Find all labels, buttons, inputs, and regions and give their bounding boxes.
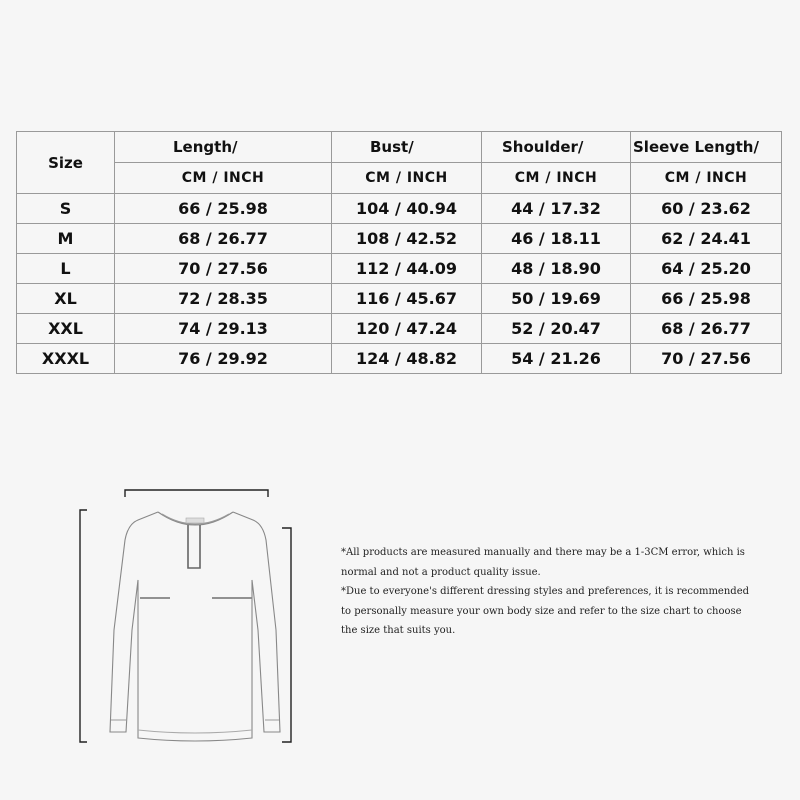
size-cell: S [17, 194, 115, 224]
shirt-outline [110, 512, 280, 741]
size-cell: M [17, 224, 115, 254]
size-cell: XXL [17, 314, 115, 344]
shoulder-cell: 54 / 21.26 [482, 344, 631, 374]
note-line: *All products are measured manually and there may be a 1-3CM error, which is [341, 547, 745, 558]
bust-cell: 104 / 40.94 [332, 194, 482, 224]
length-cell: 70 / 27.56 [115, 254, 332, 284]
length-cell: 72 / 28.35 [115, 284, 332, 314]
note-line: the size that suits you. [341, 625, 456, 636]
sleeve-cell: 66 / 25.98 [631, 284, 782, 314]
size-cell: XL [17, 284, 115, 314]
bust-cell: 112 / 44.09 [332, 254, 482, 284]
header-length: Length/ [115, 132, 332, 163]
sleeve-cell: 70 / 27.56 [631, 344, 782, 374]
table-row [17, 224, 782, 254]
table-row [17, 344, 782, 374]
bust-cell: 108 / 42.52 [332, 224, 482, 254]
sleeve-cell: 68 / 26.77 [631, 314, 782, 344]
bust-cell: 120 / 47.24 [332, 314, 482, 344]
unit-label: CM / INCH [482, 163, 631, 194]
shoulder-cell: 48 / 18.90 [482, 254, 631, 284]
header-shoulder: Shoulder/ [482, 132, 631, 163]
placket [188, 525, 200, 568]
unit-label: CM / INCH [115, 163, 332, 194]
unit-label: CM / INCH [631, 163, 782, 194]
long-sleeve-henley-shirt-icon [70, 480, 310, 750]
table-row [17, 194, 782, 224]
length-cell: 76 / 29.92 [115, 344, 332, 374]
size-cell: XXXL [17, 344, 115, 374]
unit-label: CM / INCH [332, 163, 482, 194]
shoulder-cell: 50 / 19.69 [482, 284, 631, 314]
size-cell: L [17, 254, 115, 284]
header-bust: Bust/ [332, 132, 482, 163]
size-chart-table [16, 131, 782, 374]
length-cell: 66 / 25.98 [115, 194, 332, 224]
note-line: *Due to everyone's different dressing styles and preferences, it is recommended [341, 586, 750, 597]
length-cell: 74 / 29.13 [115, 314, 332, 344]
header-size: Size [17, 132, 115, 194]
table-row [17, 314, 782, 344]
hem-line [138, 730, 252, 733]
table-header-row [17, 132, 782, 163]
sleeve-cell: 60 / 23.62 [631, 194, 782, 224]
bust-cell: 124 / 48.82 [332, 344, 482, 374]
note-line: normal and not a product quality issue. [341, 566, 541, 578]
size-notes [341, 543, 761, 641]
table-row [17, 254, 782, 284]
shoulder-cell: 52 / 20.47 [482, 314, 631, 344]
length-cell: 68 / 26.77 [115, 224, 332, 254]
neck-label [186, 518, 204, 523]
sleeve-cell: 62 / 24.41 [631, 224, 782, 254]
shoulder-measure-line [125, 490, 268, 497]
bust-cell: 116 / 45.67 [332, 284, 482, 314]
shoulder-cell: 46 / 18.11 [482, 224, 631, 254]
note-line: to personally measure your own body size and refer to the size chart to choose [341, 605, 742, 617]
table-unit-row [17, 163, 782, 194]
sleeve-measure-line [282, 528, 291, 742]
shoulder-cell: 44 / 17.32 [482, 194, 631, 224]
header-sleeve-length: Sleeve Length/ [631, 132, 782, 163]
sleeve-cell: 64 / 25.20 [631, 254, 782, 284]
table-row [17, 284, 782, 314]
length-measure-line [80, 510, 87, 742]
